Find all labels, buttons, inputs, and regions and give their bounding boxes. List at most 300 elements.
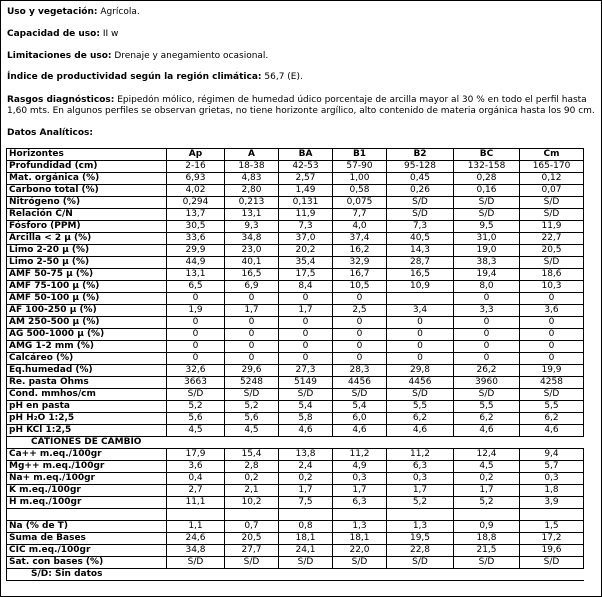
value-cell: 2,8 xyxy=(225,461,279,473)
table-row-nitrogeno xyxy=(7,197,584,209)
row-label: AG 500-1000 µ (%) xyxy=(7,329,167,341)
section-cationes-de-cambio: CATIONES DE CAMBIO xyxy=(7,437,584,449)
table-row-amg-1-2-mm xyxy=(7,341,584,353)
value-cell: 3,3 xyxy=(454,305,520,317)
value-cell: 4,9 xyxy=(333,461,387,473)
value-cell: 0,294 xyxy=(167,197,225,209)
value-cell: 7,7 xyxy=(333,209,387,221)
value-cell: 3,9 xyxy=(520,497,584,509)
table-row-re-pasta-ohms xyxy=(7,377,584,389)
value-cell: S/D xyxy=(333,557,387,569)
row-label: Profundidad (cm) xyxy=(7,161,167,173)
value-cell: 1,7 xyxy=(279,305,333,317)
value-cell: S/D xyxy=(454,557,520,569)
table-row-fosforo-ppm xyxy=(7,221,584,233)
blank-cell xyxy=(279,509,333,521)
table-row-suma-de-bases xyxy=(7,533,584,545)
value-cell: 29,8 xyxy=(387,365,454,377)
analytic-data-title: Datos Analíticos: xyxy=(7,128,93,138)
value-cell: 22,0 xyxy=(333,545,387,557)
value-cell: 0,075 xyxy=(333,197,387,209)
value-cell: 12,4 xyxy=(454,449,520,461)
value-cell: 7,3 xyxy=(387,221,454,233)
value-cell: S/D xyxy=(454,389,520,401)
header-horizon-ba: BA xyxy=(279,149,333,161)
value-cell: 10,3 xyxy=(520,281,584,293)
value-cell: 0,58 xyxy=(333,185,387,197)
value-cell: 38,3 xyxy=(454,257,520,269)
value-cell: 0 xyxy=(333,317,387,329)
value-cell: 6,5 xyxy=(167,281,225,293)
row-label: AMF 50-75 µ (%) xyxy=(7,269,167,281)
header-horizon-b1: B1 xyxy=(333,149,387,161)
value-cell: 3,6 xyxy=(167,461,225,473)
blank-row xyxy=(7,509,584,521)
value-cell: 0,16 xyxy=(454,185,520,197)
table-row-mg-m-eq-100gr xyxy=(7,461,584,473)
value-cell: 34,8 xyxy=(225,233,279,245)
value-cell: 9,5 xyxy=(454,221,520,233)
value-cell: 0 xyxy=(225,293,279,305)
value-cell: S/D xyxy=(520,197,584,209)
table-row-ph-kcl-1-2-5 xyxy=(7,425,584,437)
value-cell: 5,6 xyxy=(225,413,279,425)
table-row-limo-2-20 xyxy=(7,245,584,257)
value-cell: 20,5 xyxy=(520,245,584,257)
value-cell: 4,0 xyxy=(333,221,387,233)
value-cell: 6,2 xyxy=(454,413,520,425)
value-cell: 0 xyxy=(454,293,520,305)
value-cell: 34,8 xyxy=(167,545,225,557)
value-cell: 0 xyxy=(167,341,225,353)
value-cell: 0,3 xyxy=(333,473,387,485)
value-cell: 5,6 xyxy=(167,413,225,425)
value-cell: 5,5 xyxy=(520,401,584,413)
value-cell: 1,7 xyxy=(454,485,520,497)
value-cell: 0 xyxy=(387,329,454,341)
value-cell: 0 xyxy=(520,293,584,305)
value-cell: 0,7 xyxy=(225,521,279,533)
value-cell: 0 xyxy=(167,353,225,365)
value-cell: 22,7 xyxy=(520,233,584,245)
value-cell: 0 xyxy=(279,329,333,341)
row-label: Limo 2-20 µ (%) xyxy=(7,245,167,257)
value-cell: 33,6 xyxy=(167,233,225,245)
value-cell: 6,0 xyxy=(333,413,387,425)
value-cell: 40,1 xyxy=(225,257,279,269)
value-cell: 16,5 xyxy=(225,269,279,281)
value-cell: 0 xyxy=(225,329,279,341)
value-cell: 2,7 xyxy=(167,485,225,497)
header-horizon-bc: BC xyxy=(454,149,520,161)
row-label: Ca++ m.eq./100gr xyxy=(7,449,167,461)
value-cell: 0 xyxy=(225,353,279,365)
value-cell: S/D xyxy=(225,557,279,569)
blank-cell xyxy=(333,509,387,521)
value-cell xyxy=(387,293,454,305)
row-label: Fósforo (PPM) xyxy=(7,221,167,233)
value-cell: S/D xyxy=(333,389,387,401)
value-cell: 19,0 xyxy=(454,245,520,257)
value-cell: 4,6 xyxy=(520,425,584,437)
blank-cell xyxy=(520,509,584,521)
value-cell: 37,4 xyxy=(333,233,387,245)
value-cell: 0,8 xyxy=(279,521,333,533)
table-row-sat-con-bases xyxy=(7,557,584,569)
table-row-af-100-250 xyxy=(7,305,584,317)
value-cell: 4,5 xyxy=(167,425,225,437)
row-label: Relación C/N xyxy=(7,209,167,221)
row-label: AMF 50-100 µ (%) xyxy=(7,293,167,305)
value-cell: 6,2 xyxy=(387,413,454,425)
row-label: H m.eq./100gr xyxy=(7,497,167,509)
row-label: Calcáreo (%) xyxy=(7,353,167,365)
value-cell: 4,6 xyxy=(279,425,333,437)
value-cell: 3,4 xyxy=(387,305,454,317)
table-row-mat-organica xyxy=(7,173,584,185)
value-cell: 15,4 xyxy=(225,449,279,461)
value-cell: 11,9 xyxy=(520,221,584,233)
value-cell: S/D xyxy=(520,209,584,221)
land-use-line xyxy=(7,7,140,18)
value-cell: 6,9 xyxy=(225,281,279,293)
value-cell: S/D xyxy=(454,197,520,209)
value-cell: 0 xyxy=(333,293,387,305)
header-horizon-ap: Ap xyxy=(167,149,225,161)
table-row-am-250-500 xyxy=(7,317,584,329)
value-cell: 0,2 xyxy=(225,473,279,485)
row-label: Sat. con bases (%) xyxy=(7,557,167,569)
table-row-amf-50-75 xyxy=(7,269,584,281)
value-cell: 16,5 xyxy=(387,269,454,281)
value-cell: 5,5 xyxy=(387,401,454,413)
blank-cell xyxy=(387,509,454,521)
productivity-line xyxy=(7,72,303,83)
value-cell: 165-170 xyxy=(520,161,584,173)
value-cell: S/D xyxy=(279,557,333,569)
value-cell: 13,1 xyxy=(225,209,279,221)
table-row-k-m-eq-100gr xyxy=(7,485,584,497)
value-cell: 5,8 xyxy=(279,413,333,425)
value-cell: 11,1 xyxy=(167,497,225,509)
value-cell: 19,6 xyxy=(520,545,584,557)
value-cell: 13,8 xyxy=(279,449,333,461)
row-label: Na+ m.eq./100gr xyxy=(7,473,167,485)
value-cell: 5,2 xyxy=(454,497,520,509)
header-horizon-cm: Cm xyxy=(520,149,584,161)
value-cell: 21,5 xyxy=(454,545,520,557)
value-cell: 44,9 xyxy=(167,257,225,269)
value-cell: 5,2 xyxy=(167,401,225,413)
value-cell: 4,6 xyxy=(454,425,520,437)
value-cell: 0,28 xyxy=(454,173,520,185)
table-row-na-m-eq-100gr xyxy=(7,473,584,485)
value-cell: 19,4 xyxy=(454,269,520,281)
value-cell: 17,9 xyxy=(167,449,225,461)
value-cell: 5,4 xyxy=(279,401,333,413)
land-use-value: Agrícola. xyxy=(100,7,140,17)
value-cell: 20,5 xyxy=(225,533,279,545)
value-cell: 18,6 xyxy=(520,269,584,281)
value-cell: 42-53 xyxy=(279,161,333,173)
table-row-limo-2-50 xyxy=(7,257,584,269)
table-header-row xyxy=(7,149,584,161)
value-cell: 5,5 xyxy=(454,401,520,413)
value-cell: 4456 xyxy=(333,377,387,389)
value-cell: 17,2 xyxy=(520,533,584,545)
value-cell: 26,2 xyxy=(454,365,520,377)
value-cell: 18,8 xyxy=(454,533,520,545)
capacity-line xyxy=(7,29,118,40)
limitations-value: Drenaje y anegamiento ocasional. xyxy=(114,51,269,61)
row-label: Suma de Bases xyxy=(7,533,167,545)
value-cell: 1,49 xyxy=(279,185,333,197)
value-cell: 6,2 xyxy=(520,413,584,425)
table-row-ca-m-eq-100gr xyxy=(7,449,584,461)
value-cell: 6,93 xyxy=(167,173,225,185)
value-cell: 20,2 xyxy=(279,245,333,257)
table-row-amf-75-100 xyxy=(7,281,584,293)
row-label: AMG 1-2 mm (%) xyxy=(7,341,167,353)
value-cell: 16,2 xyxy=(333,245,387,257)
value-cell: 0,213 xyxy=(225,197,279,209)
value-cell: 0 xyxy=(454,329,520,341)
value-cell: 0,45 xyxy=(387,173,454,185)
value-cell: 14,3 xyxy=(387,245,454,257)
value-cell: 0 xyxy=(225,341,279,353)
row-label: K m.eq./100gr xyxy=(7,485,167,497)
value-cell: 28,3 xyxy=(333,365,387,377)
value-cell: 4,5 xyxy=(225,425,279,437)
value-cell: 11,2 xyxy=(387,449,454,461)
value-cell: 0 xyxy=(279,341,333,353)
value-cell: 0 xyxy=(520,329,584,341)
value-cell: 1,9 xyxy=(167,305,225,317)
value-cell: 0 xyxy=(333,341,387,353)
productivity-value: 56,7 (E). xyxy=(264,72,303,82)
value-cell: 5,7 xyxy=(520,461,584,473)
row-label: Na (% de T) xyxy=(7,521,167,533)
value-cell: 5248 xyxy=(225,377,279,389)
value-cell: 0 xyxy=(333,353,387,365)
value-cell: S/D xyxy=(520,389,584,401)
blank-cell xyxy=(454,509,520,521)
table-row-relacion-c-n xyxy=(7,209,584,221)
value-cell: 5,4 xyxy=(333,401,387,413)
value-cell: 4,6 xyxy=(387,425,454,437)
value-cell: 0,3 xyxy=(387,473,454,485)
row-label: Limo 2-50 µ (%) xyxy=(7,257,167,269)
value-cell: 28,7 xyxy=(387,257,454,269)
table-row-ph-h-o-1-2-5 xyxy=(7,413,584,425)
table-row-cond-mmhos-cm xyxy=(7,389,584,401)
value-cell: 0,131 xyxy=(279,197,333,209)
diagnostic-label: Rasgos diagnósticos: xyxy=(7,95,115,105)
value-cell: 0 xyxy=(454,341,520,353)
value-cell: 0,9 xyxy=(454,521,520,533)
value-cell: 0,26 xyxy=(387,185,454,197)
value-cell: 3663 xyxy=(167,377,225,389)
value-cell: 0 xyxy=(520,341,584,353)
value-cell: 9,4 xyxy=(520,449,584,461)
value-cell: 1,7 xyxy=(225,305,279,317)
value-cell: 2,5 xyxy=(333,305,387,317)
limitations-line xyxy=(7,51,268,62)
value-cell: 0 xyxy=(167,317,225,329)
value-cell: S/D xyxy=(520,257,584,269)
table-row-calcareo xyxy=(7,353,584,365)
header-horizon-a: A xyxy=(225,149,279,161)
value-cell: 0 xyxy=(279,317,333,329)
value-cell: 30,5 xyxy=(167,221,225,233)
value-cell: 29,6 xyxy=(225,365,279,377)
value-cell: 0 xyxy=(387,341,454,353)
row-label: AM 250-500 µ (%) xyxy=(7,317,167,329)
value-cell: 10,5 xyxy=(333,281,387,293)
table-row-eq-humedad xyxy=(7,365,584,377)
value-cell: 2-16 xyxy=(167,161,225,173)
value-cell: 1,3 xyxy=(387,521,454,533)
value-cell: 0 xyxy=(333,329,387,341)
value-cell: 18,1 xyxy=(279,533,333,545)
value-cell: 0 xyxy=(279,293,333,305)
value-cell: 24,1 xyxy=(279,545,333,557)
value-cell: 0,12 xyxy=(520,173,584,185)
analysis-table xyxy=(6,148,584,581)
header-horizon-b2: B2 xyxy=(387,149,454,161)
value-cell: 5,2 xyxy=(225,401,279,413)
row-label: Re. pasta Ohms xyxy=(7,377,167,389)
section-s-d-sin-datos: S/D: Sin datos xyxy=(7,569,584,581)
value-cell: 8,0 xyxy=(454,281,520,293)
value-cell: 0 xyxy=(167,329,225,341)
capacity-value: II w xyxy=(102,29,119,39)
value-cell: 2,80 xyxy=(225,185,279,197)
value-cell: 6,3 xyxy=(333,497,387,509)
value-cell: 2,1 xyxy=(225,485,279,497)
row-label: pH KCl 1:2,5 xyxy=(7,425,167,437)
value-cell: 7,3 xyxy=(279,221,333,233)
row-label: Cond. mmhos/cm xyxy=(7,389,167,401)
value-cell: 0,2 xyxy=(279,473,333,485)
blank-cell xyxy=(225,509,279,521)
value-cell: 22,8 xyxy=(387,545,454,557)
value-cell: 18-38 xyxy=(225,161,279,173)
row-label: pH en pasta xyxy=(7,401,167,413)
value-cell: 31,0 xyxy=(454,233,520,245)
value-cell: S/D xyxy=(167,389,225,401)
value-cell: 132-158 xyxy=(454,161,520,173)
value-cell: 35,4 xyxy=(279,257,333,269)
value-cell: 27,7 xyxy=(225,545,279,557)
value-cell: 1,5 xyxy=(520,521,584,533)
productivity-label: Índice de productividad según la región climática: xyxy=(7,72,262,82)
value-cell: 0,2 xyxy=(454,473,520,485)
value-cell: 0 xyxy=(167,293,225,305)
table-row-h-m-eq-100gr xyxy=(7,497,584,509)
table-row-ag-500-1000 xyxy=(7,329,584,341)
blank-cell xyxy=(167,509,225,521)
value-cell: 4,02 xyxy=(167,185,225,197)
value-cell: 0 xyxy=(520,353,584,365)
land-use-label: Uso y vegetación: xyxy=(7,7,98,17)
value-cell: S/D xyxy=(387,389,454,401)
value-cell: 1,7 xyxy=(387,485,454,497)
value-cell: 17,5 xyxy=(279,269,333,281)
value-cell: 7,5 xyxy=(279,497,333,509)
value-cell: 5,2 xyxy=(387,497,454,509)
value-cell: 2,57 xyxy=(279,173,333,185)
value-cell: 1,7 xyxy=(333,485,387,497)
value-cell: 0,07 xyxy=(520,185,584,197)
table-row-arcilla-2 xyxy=(7,233,584,245)
value-cell: 0 xyxy=(454,353,520,365)
row-label: CIC m.eq./100gr xyxy=(7,545,167,557)
row-label: pH H₂O 1:2,5 xyxy=(7,413,167,425)
section-row xyxy=(7,569,584,581)
value-cell: 4,5 xyxy=(454,461,520,473)
row-label: AF 100-250 µ (%) xyxy=(7,305,167,317)
value-cell: 32,9 xyxy=(333,257,387,269)
table-row-carbono-total xyxy=(7,185,584,197)
value-cell: 4,83 xyxy=(225,173,279,185)
table-row-na-de-t xyxy=(7,521,584,533)
value-cell: 0,3 xyxy=(520,473,584,485)
value-cell: 3,6 xyxy=(520,305,584,317)
value-cell: 27,3 xyxy=(279,365,333,377)
value-cell: 95-128 xyxy=(387,161,454,173)
row-label: Mat. orgánica (%) xyxy=(7,173,167,185)
value-cell: 29,9 xyxy=(167,245,225,257)
value-cell: 19,9 xyxy=(520,365,584,377)
value-cell: 18,1 xyxy=(333,533,387,545)
value-cell: 1,3 xyxy=(333,521,387,533)
value-cell: 0 xyxy=(520,317,584,329)
value-cell: 0 xyxy=(279,353,333,365)
value-cell: S/D xyxy=(387,557,454,569)
value-cell: S/D xyxy=(454,209,520,221)
value-cell: 0,4 xyxy=(167,473,225,485)
row-label: Eq.humedad (%) xyxy=(7,365,167,377)
row-label: Nitrógeno (%) xyxy=(7,197,167,209)
value-cell: S/D xyxy=(279,389,333,401)
value-cell: S/D xyxy=(520,557,584,569)
value-cell: S/D xyxy=(387,197,454,209)
header-horizontes: Horizontes xyxy=(7,149,167,161)
capacity-label: Capacidad de uso: xyxy=(7,29,100,39)
value-cell: 13,1 xyxy=(167,269,225,281)
section-row xyxy=(7,437,584,449)
value-cell: 8,4 xyxy=(279,281,333,293)
value-cell: 3960 xyxy=(454,377,520,389)
value-cell: 40,5 xyxy=(387,233,454,245)
value-cell: S/D xyxy=(387,209,454,221)
value-cell: 2,4 xyxy=(279,461,333,473)
value-cell: 0 xyxy=(387,317,454,329)
row-label: Mg++ m.eq./100gr xyxy=(7,461,167,473)
value-cell: 24,6 xyxy=(167,533,225,545)
value-cell: 1,00 xyxy=(333,173,387,185)
row-label: Carbono total (%) xyxy=(7,185,167,197)
value-cell: 6,3 xyxy=(387,461,454,473)
row-label: Arcilla < 2 µ (%) xyxy=(7,233,167,245)
value-cell: 37,0 xyxy=(279,233,333,245)
value-cell: 4,6 xyxy=(333,425,387,437)
table-row-cic-m-eq-100gr xyxy=(7,545,584,557)
diagnostic-line xyxy=(7,95,595,117)
value-cell: 4456 xyxy=(387,377,454,389)
value-cell: 4258 xyxy=(520,377,584,389)
